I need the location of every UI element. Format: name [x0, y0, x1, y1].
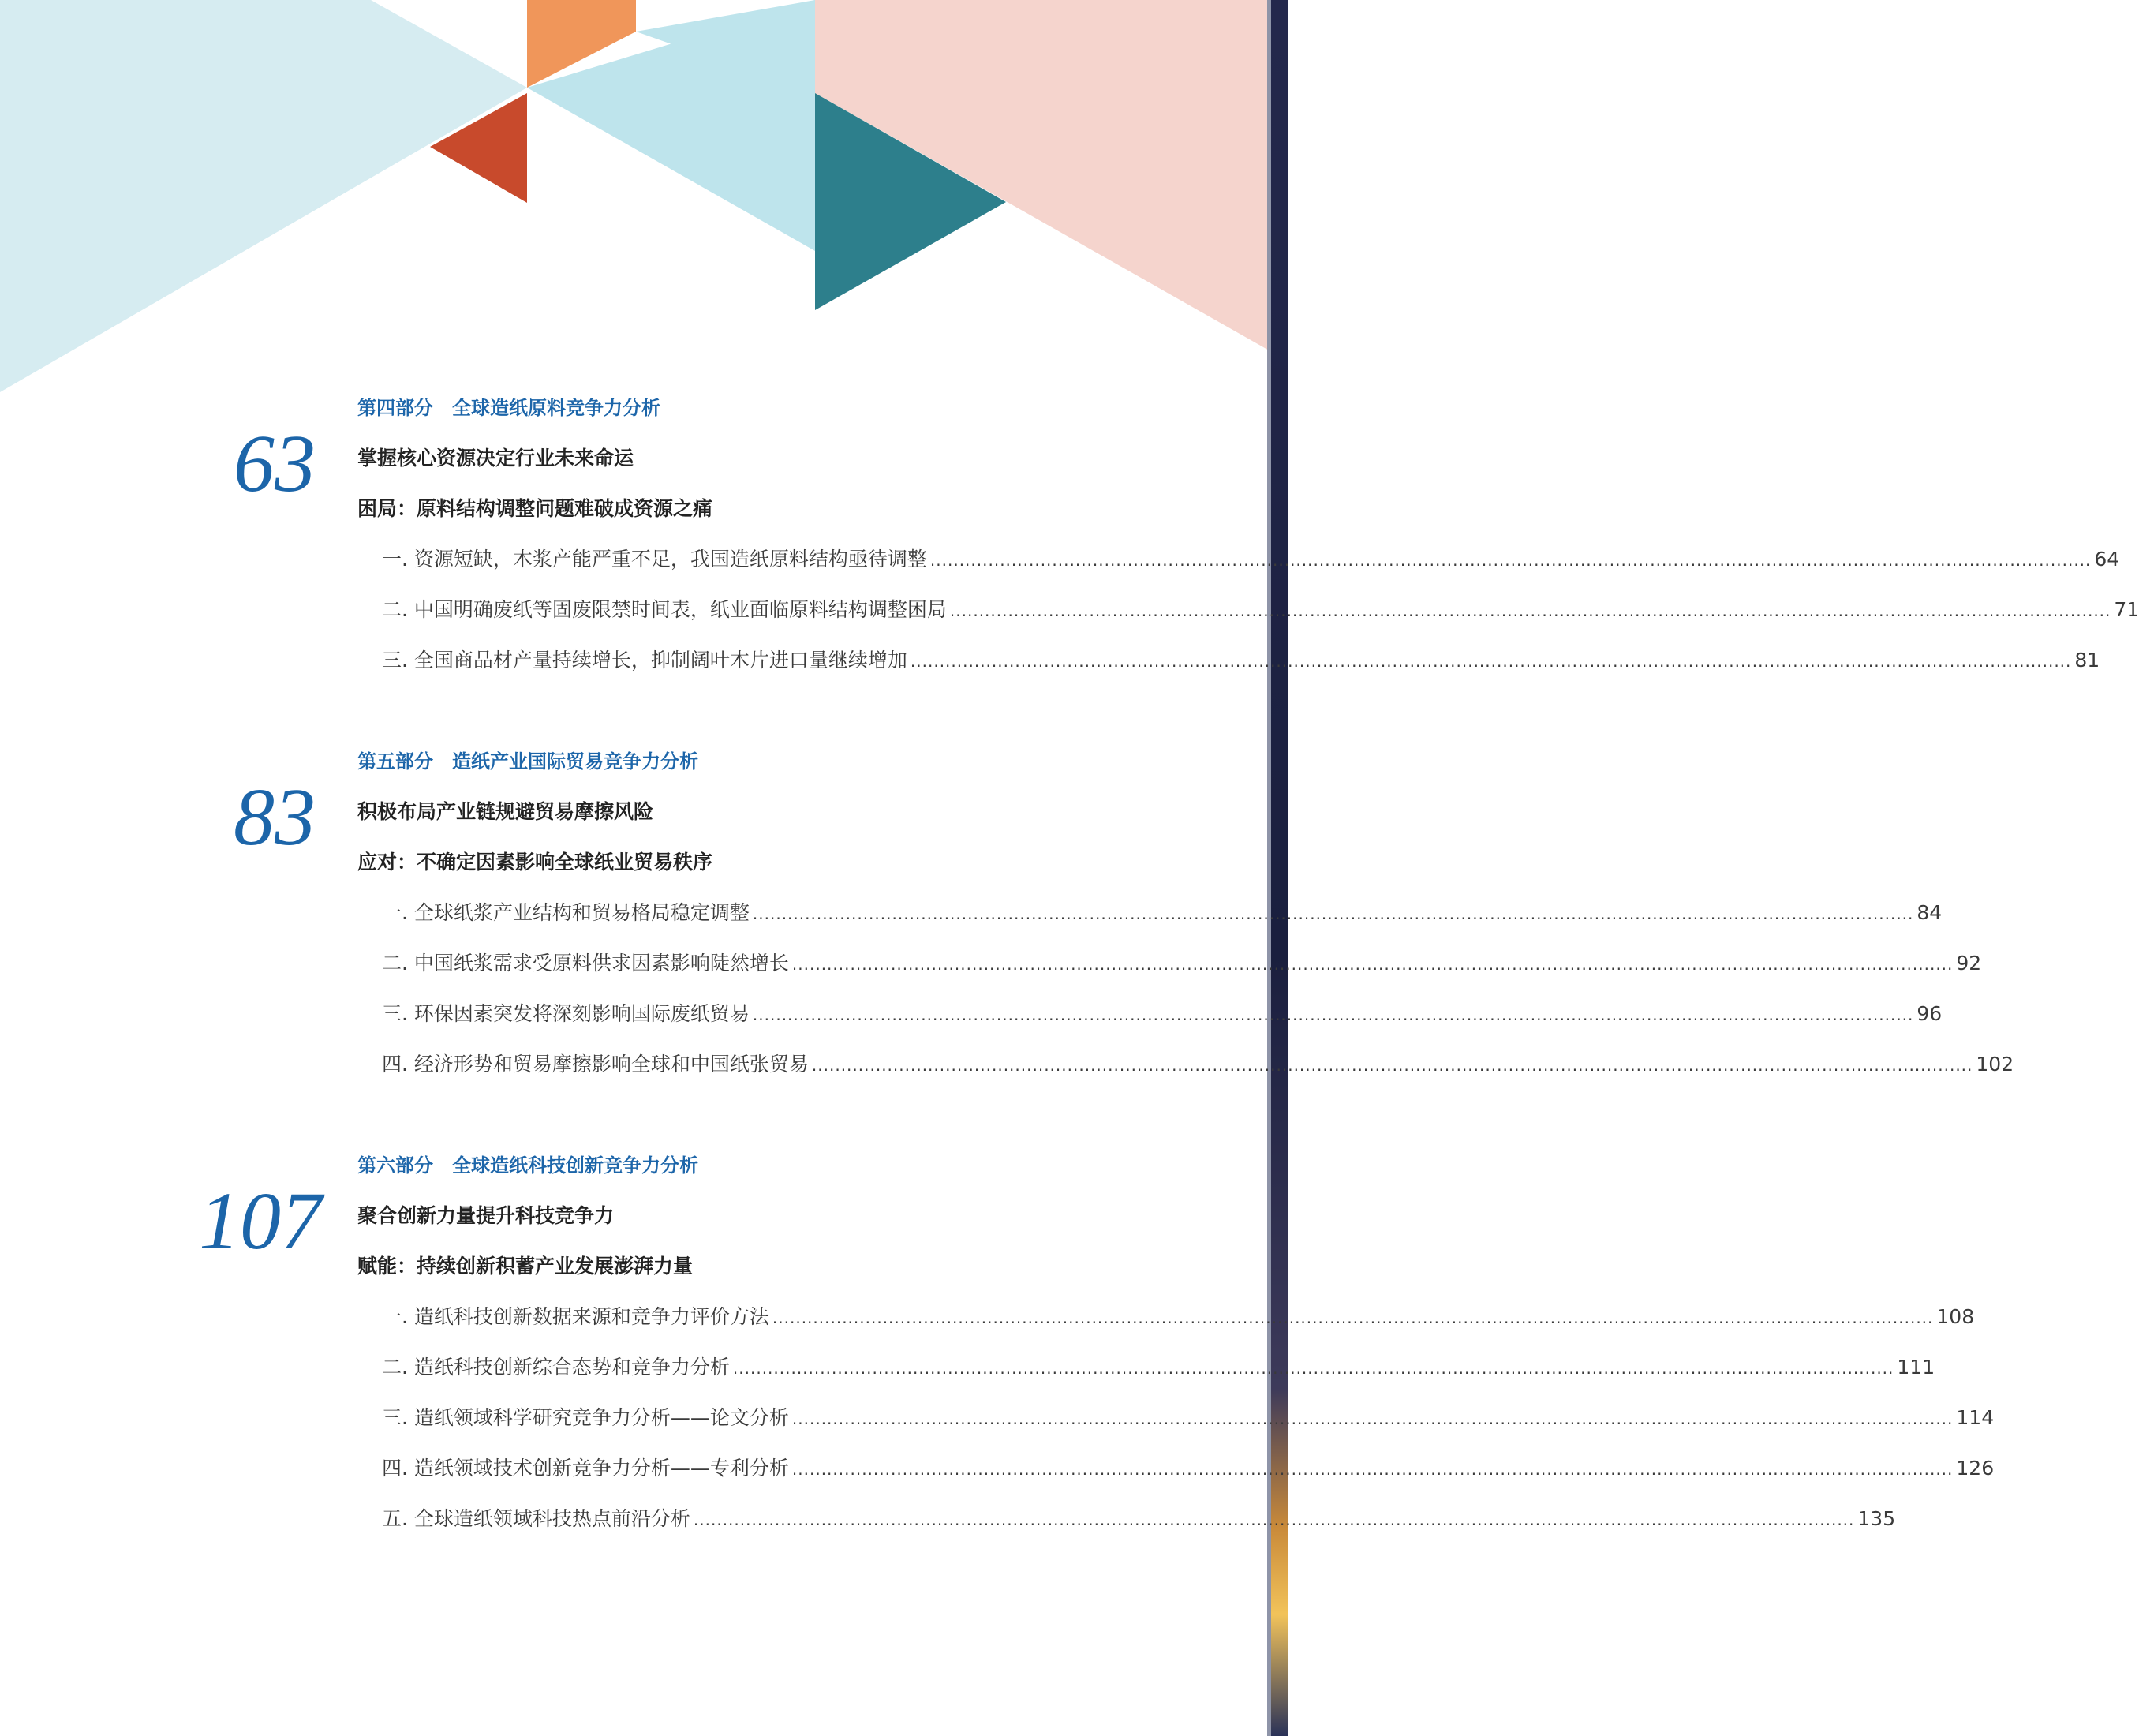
toc-item-page: 135 [1857, 1507, 1896, 1530]
section-page-number: 107 [199, 1176, 322, 1266]
toc-item-text: 四. 经济形势和贸易摩擦影响全球和中国纸张贸易 [382, 1053, 809, 1076]
pale-blue-triangle [0, 0, 527, 392]
toc-leader-dots: ........................................................................................................................................................................................................ [791, 955, 1954, 974]
toc-item[interactable] [382, 1001, 1943, 1028]
toc-item-text: 三. 全国商品材产量持续增长，抑制阔叶木片进口量继续增加 [382, 649, 907, 672]
toc-item[interactable] [382, 647, 2100, 675]
toc-leader-dots: ........................................................................................................................................................................................................ [772, 1308, 1934, 1327]
toc-item-page: 96 [1916, 1002, 1943, 1025]
toc-item-text: 二. 中国纸浆需求受原料供求因素影响陡然增长 [382, 952, 789, 975]
toc-leader-dots: ........................................................................................................................................................................................................ [811, 1056, 1973, 1075]
toc-item[interactable] [382, 1506, 1896, 1533]
toc-leader-dots: ........................................................................................................................................................................................................ [949, 601, 2111, 620]
toc-leader-dots: ........................................................................................................................................................................................................ [752, 1005, 1914, 1024]
toc-leader-dots: ........................................................................................................................................................................................................ [732, 1359, 1894, 1378]
toc-item-text: 二. 造纸科技创新综合态势和竞争力分析 [382, 1356, 730, 1379]
toc-item-text: 三. 造纸领域科学研究竞争力分析——论文分析 [382, 1406, 789, 1429]
toc-item-page: 126 [1956, 1457, 1995, 1480]
toc-item-text: 五. 全球造纸领域科技热点前沿分析 [382, 1507, 690, 1530]
section-subhead: 困局：原料结构调整问题难破成资源之痛 [357, 497, 713, 520]
section-headline: 积极布局产业链规避贸易摩擦风险 [357, 800, 654, 823]
section-headline: 聚合创新力量提升科技竞争力 [357, 1204, 615, 1227]
toc-item-page: 111 [1897, 1356, 1935, 1379]
toc-item-page: 92 [1956, 952, 1982, 975]
toc-leader-dots: ........................................................................................................................................................................................................ [752, 904, 1914, 923]
toc-item[interactable] [382, 900, 1943, 927]
toc-item-text: 四. 造纸领域技术创新竞争力分析——专利分析 [382, 1457, 789, 1480]
toc-leader-dots: ........................................................................................................................................................................................................ [693, 1510, 1855, 1529]
toc-item[interactable] [382, 950, 1982, 978]
toc-item-text: 二. 中国明确废纸等固废限禁时间表，纸业面临原料结构调整困局 [382, 598, 947, 621]
toc-item[interactable] [382, 546, 2120, 574]
toc-leader-dots: ........................................................................................................................................................................................................ [791, 1460, 1954, 1479]
toc-item-page: 64 [2094, 548, 2120, 571]
section-subhead: 应对：不确定因素影响全球纸业贸易秩序 [357, 851, 713, 874]
section-part-title: 第四部分 全球造纸原料竞争力分析 [357, 397, 660, 419]
toc-leader-dots: ........................................................................................................................................................................................................ [791, 1409, 1954, 1428]
toc-item-page: 114 [1956, 1406, 1995, 1429]
toc-item-page: 84 [1916, 901, 1943, 924]
toc-item-page: 102 [1976, 1053, 2014, 1076]
toc-item[interactable] [382, 597, 2139, 624]
toc-item-page: 71 [2114, 598, 2139, 621]
toc-item[interactable] [382, 1354, 1935, 1382]
section-part-title: 第六部分 全球造纸科技创新竞争力分析 [357, 1154, 698, 1177]
toc-item[interactable] [382, 1304, 1975, 1331]
toc-item-page: 108 [1936, 1305, 1975, 1328]
toc-item[interactable] [382, 1405, 1995, 1432]
section-headline: 掌握核心资源决定行业未来命运 [357, 447, 634, 470]
toc-item-text: 一. 造纸科技创新数据来源和竞争力评价方法 [382, 1305, 769, 1328]
toc-item[interactable] [382, 1455, 1995, 1483]
toc-leader-dots: ........................................................................................................................................................................................................ [910, 652, 2072, 671]
section-part-title: 第五部分 造纸产业国际贸易竞争力分析 [357, 750, 698, 773]
toc-leader-dots: ........................................................................................................................................................................................................ [929, 551, 2092, 570]
section-subhead: 赋能：持续创新积蓄产业发展澎湃力量 [357, 1255, 694, 1278]
toc-item-page: 81 [2074, 649, 2100, 672]
section-page-number: 83 [234, 772, 316, 862]
toc-item-text: 一. 资源短缺，木浆产能严重不足，我国造纸原料结构亟待调整 [382, 548, 927, 571]
toc-item-text: 一. 全球纸浆产业结构和贸易格局稳定调整 [382, 901, 750, 924]
section-page-number: 63 [234, 418, 316, 509]
toc-item-text: 三. 环保因素突发将深刻影响国际废纸贸易 [382, 1002, 750, 1025]
toc-item[interactable] [382, 1051, 2014, 1079]
